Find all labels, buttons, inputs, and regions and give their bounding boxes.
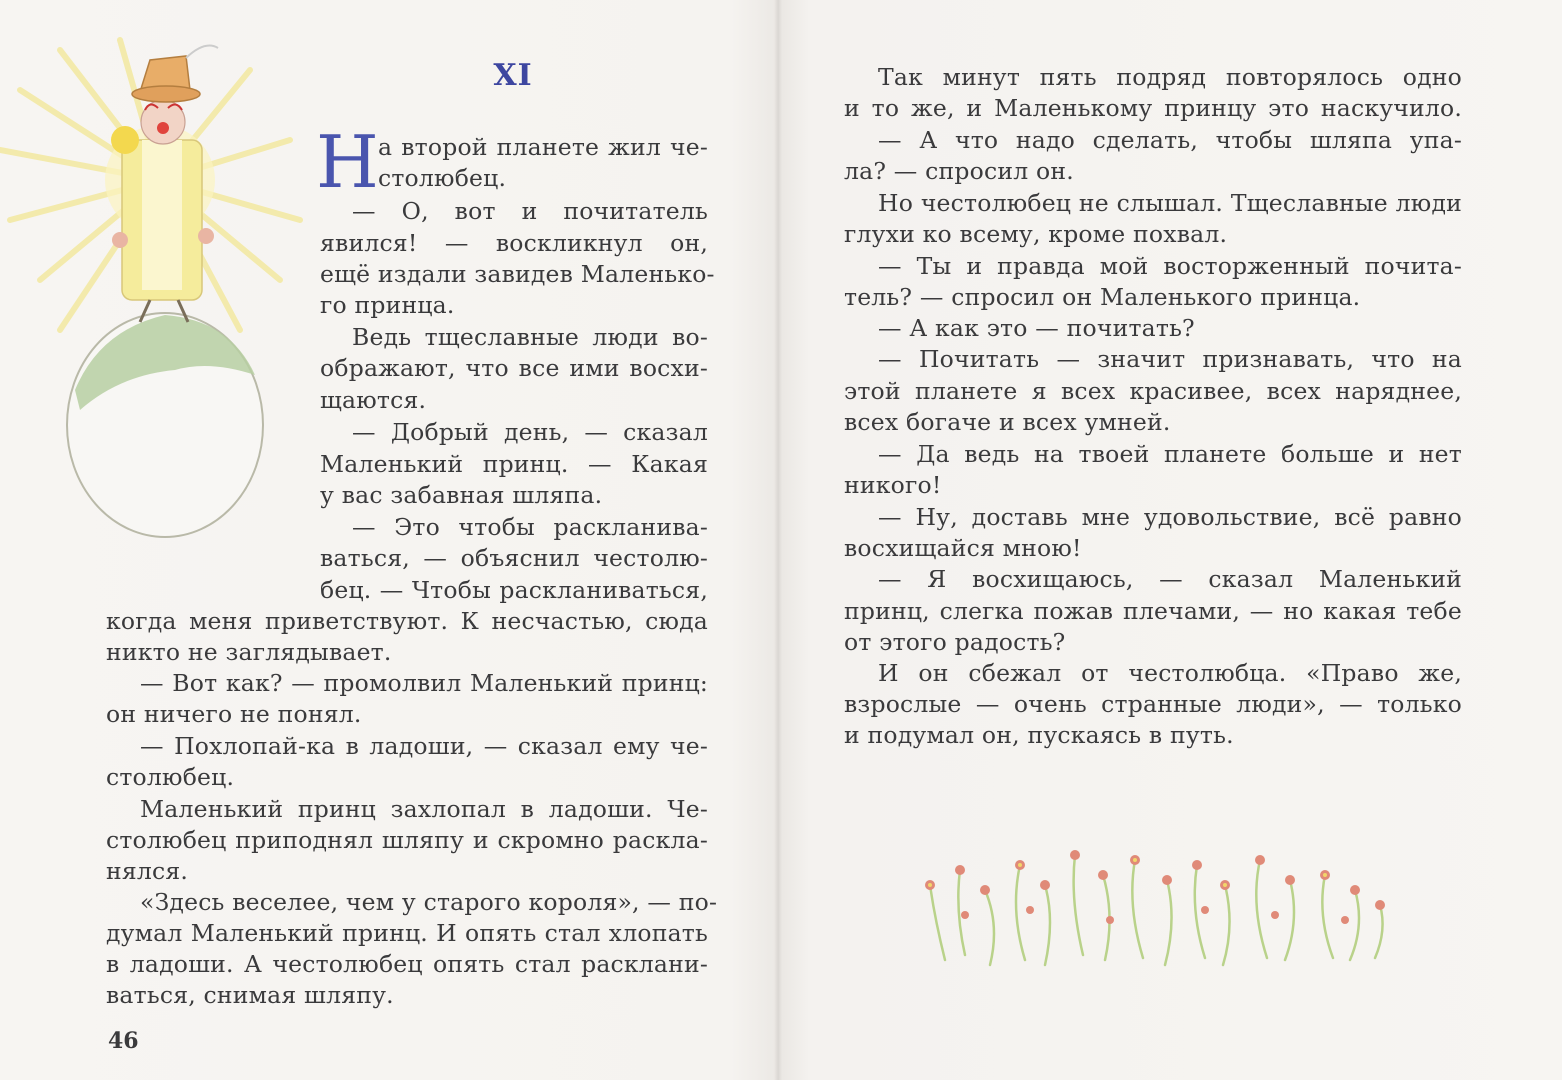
flowers-illustration [905,840,1405,980]
text-line: щаются. [320,386,427,414]
conceited-man-illustration [0,30,310,540]
text-line: никого! [844,471,942,499]
text-line: ла? — спросил он. [844,157,1074,185]
text-line: взрослые — очень странные люди», — только [844,690,1462,718]
text-line: ваться, — объяснил честолю- [320,544,708,572]
text-line: когда меня приветствуют. К несчастью, сюда [106,607,708,635]
text-line: — Похлопай-ка в ладоши, — сказал ему че- [140,732,708,760]
text-line: И он сбежал от честолюбца. «Право же, [878,659,1462,687]
text-line: столюбец. [106,763,235,791]
drop-cap: Н [316,120,379,204]
text-line: — Ты и правда мой восторженный почита- [878,252,1462,280]
text-line: ваться, снимая шляпу. [106,981,394,1009]
text-line: Маленький принц. — Какая [320,450,708,478]
text-line: ещё издали завидев Маленько- [320,260,715,288]
text-line: восхищайся мною! [844,534,1082,562]
text-line: столюбец. [378,164,507,192]
text-line: — Почитать — значит признавать, что на [878,345,1462,373]
text-line: Маленький принц захлопал в ладоши. Че- [140,795,708,823]
text-line: думал Маленький принц. И опять стал хлопать [106,919,708,947]
text-line: он ничего не понял. [106,700,362,728]
text-line: «Здесь веселее, чем у старого короля», — по- [140,888,718,916]
text-line: ображают, что все ими восхи- [320,354,708,382]
text-line: — Да ведь на твоей планете больше и нет [878,440,1462,468]
text-line: тель? — спросил он Маленького принца. [844,283,1361,311]
text-line: явился! — воскликнул он, [320,229,708,257]
text-line: бец. — Чтобы раскланиваться, [320,576,708,604]
text-line: принц, слегка пожав плечами, — но какая тебе [844,597,1462,625]
text-line: а второй планете жил че- [378,133,708,161]
text-line: — А что надо сделать, чтобы шляпа упа- [878,126,1462,154]
chapter-title: XI [493,58,533,93]
text-line: Но честолюбец не слышал. Тщеславные люди [878,189,1462,217]
text-line: от этого радость? [844,628,1066,656]
text-line: никто не заглядывает. [106,638,392,666]
text-line: Ведь тщеславные люди во- [352,323,708,351]
text-line: — Добрый день, — сказал [352,418,708,446]
text-line: — А как это — почитать? [878,314,1195,342]
text-line: го принца. [320,291,455,319]
page-number: 46 [108,1028,139,1054]
text-line: у вас забавная шляпа. [320,481,603,509]
text-line: — Это чтобы раскланива- [352,513,708,541]
text-line: всех богаче и всех умней. [844,408,1171,436]
text-line: нялся. [106,857,189,885]
text-line: и подумал он, пускаясь в путь. [844,721,1234,749]
text-line: — Вот как? — промолвил Маленький принц: [140,669,708,697]
text-line: этой планете я всех красивее, всех наряднее, [844,377,1462,405]
text-line: Так минут пять подряд повторялось одно [878,63,1462,91]
text-line: столюбец приподнял шляпу и скромно раскла- [106,826,708,854]
text-line: — О, вот и почитатель [352,197,708,225]
text-line: — Я восхищаюсь, — сказал Маленький [878,565,1462,593]
text-line: — Ну, доставь мне удовольствие, всё равно [878,503,1462,531]
text-line: и то же, и Маленькому принцу это наскучило. [844,94,1462,122]
text-line: глухи ко всему, кроме похвал. [844,220,1228,248]
text-line: в ладоши. А честолюбец опять стал расклани- [106,950,708,978]
book-gutter [774,0,782,1080]
